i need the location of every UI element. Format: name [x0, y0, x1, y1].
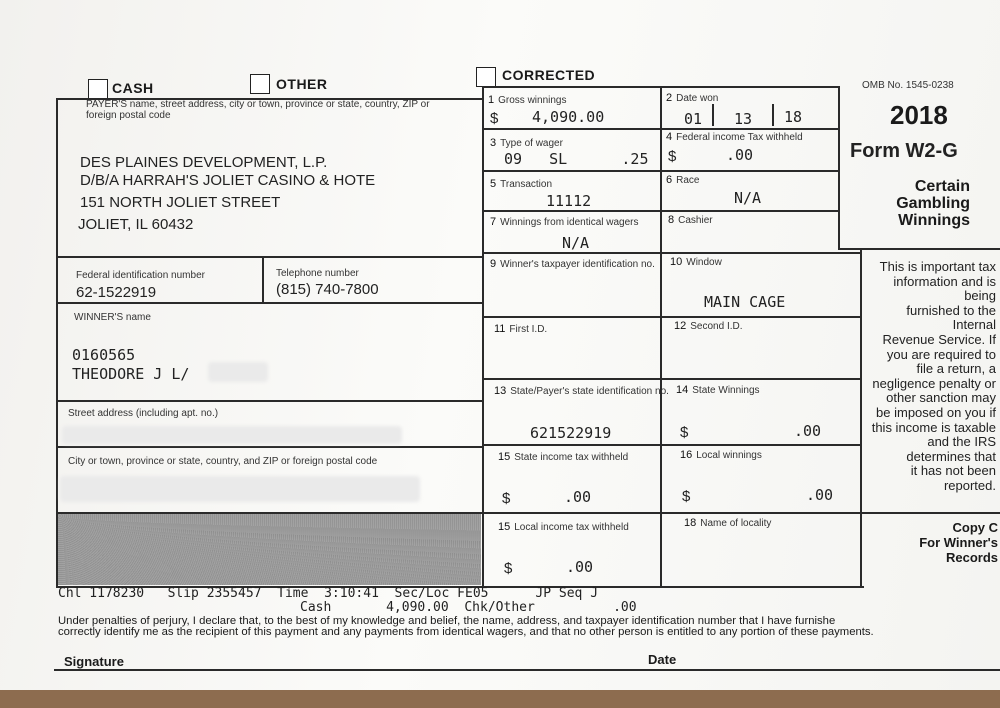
box16-currency: $	[682, 488, 691, 505]
tax-notice	[846, 260, 996, 494]
box11-label	[494, 323, 547, 335]
form-title-line2: Gambling	[896, 195, 970, 212]
box10-value: MAIN CAGE	[704, 293, 786, 311]
tax-notice-line: and the IRS	[927, 434, 996, 450]
box9-label	[490, 258, 655, 270]
box4-num: 4	[666, 131, 673, 143]
payer-label-line2: foreign postal code	[86, 110, 171, 121]
box14-currency: $	[680, 424, 689, 441]
fed-id-label: Federal identification number	[76, 270, 205, 281]
winner-name: THEODORE J L/	[72, 365, 190, 383]
box1-currency: $	[490, 110, 499, 127]
street-redaction	[62, 426, 402, 444]
tax-notice-line: furnished to the	[906, 302, 996, 318]
box12-label-text: Second I.D.	[690, 321, 743, 332]
perjury-statement	[58, 616, 998, 638]
corrected-checkbox[interactable]	[476, 67, 496, 87]
box14-label	[676, 384, 760, 396]
tax-notice-line: Internal	[952, 317, 996, 333]
box6-label-text: Race	[676, 175, 700, 186]
tax-notice-line: information and is	[893, 273, 996, 289]
cash-label: CASH	[112, 80, 154, 96]
box2-num: 2	[666, 92, 673, 104]
box2-month: 01	[684, 110, 703, 128]
shaded-box	[58, 514, 481, 585]
box2-label	[666, 92, 718, 104]
winner-id: 0160565	[72, 346, 136, 364]
box3-value: 09 SL .25	[504, 150, 649, 168]
tax-notice-line: Revenue Service. If	[882, 331, 996, 347]
tax-notice-line: this income is taxable	[871, 419, 996, 435]
date-label: Date	[648, 652, 677, 667]
form-title	[860, 178, 970, 229]
tax-notice-line: determines that	[906, 448, 996, 464]
box12-label	[674, 320, 743, 332]
box15-state-num: 15	[498, 451, 511, 463]
box13-label	[494, 385, 669, 397]
payer-dba: D/B/A HARRAH'S JOLIET CASINO & HOTE	[80, 172, 376, 189]
tax-notice-line: file a return, a	[916, 361, 996, 377]
payer-label-line1: PAYER'S name, street address, city or town, province or state, country, ZIP or	[86, 99, 430, 110]
box16-value: .00	[806, 486, 834, 504]
copy-line1: Copy C	[952, 520, 998, 535]
box3-label	[490, 137, 563, 149]
tax-notice-line: negligence penalty or	[872, 375, 996, 391]
slip-line2: Cash 4,090.00 Chk/Other .00	[300, 600, 637, 615]
box10-num: 10	[670, 256, 683, 268]
tax-notice-line: reported.	[943, 477, 996, 493]
copy-designation	[880, 520, 998, 565]
box18-label	[684, 517, 771, 529]
box18-num: 18	[684, 517, 697, 529]
box15-state-label-text: State income tax withheld	[514, 452, 629, 463]
tax-notice-line: you are required to	[886, 346, 996, 362]
box6-num: 6	[666, 174, 673, 186]
box3-num: 3	[490, 137, 497, 149]
box3-label-text: Type of wager	[500, 138, 563, 149]
cash-checkbox[interactable]	[88, 79, 108, 99]
box2-day: 13	[734, 110, 753, 128]
box14-num: 14	[676, 384, 689, 396]
box13-num: 13	[494, 385, 507, 397]
box9-num: 9	[490, 258, 497, 270]
form-title-line3: Winnings	[898, 212, 970, 229]
box8-label-text: Cashier	[678, 215, 713, 226]
box13-label-text: State/Payer's state identification no.	[510, 386, 669, 397]
copy-line2: For Winner's	[919, 535, 998, 550]
box4-label-text: Federal income Tax withheld	[676, 132, 803, 143]
payer-label	[86, 99, 430, 121]
box13-value: 621522919	[530, 424, 612, 442]
payer-name: DES PLAINES DEVELOPMENT, L.P.	[80, 154, 328, 171]
city-label: City or town, province or state, country, and ZIP or foreign postal code	[68, 456, 378, 467]
box16-label-text: Local winnings	[696, 450, 762, 461]
box18-label-text: Name of locality	[700, 518, 772, 529]
perjury-line2: correctly identify me as the recipient of this payment and any payments from identical wagers, and that no other person is entitled to any portion of these payments.	[58, 626, 874, 638]
box15-local-value: .00	[566, 558, 594, 576]
signature-line[interactable]	[54, 669, 1000, 671]
winner-label: WINNER'S name	[74, 312, 151, 323]
box7-label-text: Winnings from identical wagers	[500, 217, 639, 228]
box5-value: 11112	[546, 192, 592, 210]
box1-label	[488, 94, 566, 106]
box5-label	[490, 178, 552, 190]
box15-state-label	[498, 451, 628, 463]
tax-year: 2018	[890, 100, 948, 130]
slip-line1: Chl 1178230 Slip 2355457 Time 3:10:41 Sec/Loc FE05 JP Seq J	[58, 586, 599, 601]
box10-label	[670, 256, 722, 268]
tax-notice-line: This is important tax	[879, 259, 996, 274]
other-checkbox[interactable]	[250, 74, 270, 94]
box5-num: 5	[490, 178, 497, 190]
box16-label	[680, 449, 762, 461]
copy-line3: Records	[945, 550, 998, 565]
box4-label	[666, 131, 803, 143]
box11-num: 11	[494, 323, 506, 335]
form-title-line1: Certain	[914, 178, 970, 195]
signature-label: Signature	[64, 654, 124, 669]
box11-label-text: First I.D.	[509, 324, 548, 335]
box2-year: 18	[784, 108, 803, 126]
phone-value: (815) 740-7800	[276, 281, 379, 298]
box15-state-value: .00	[564, 488, 592, 506]
perjury-line1: Under penalties of perjury, I declare that, to the best of my knowledge and belief, the name, address, and taxpayer identification number that I have furnishe	[58, 616, 836, 627]
box9-label-text: Winner's taxpayer identification no.	[500, 259, 655, 270]
other-label: OTHER	[276, 76, 328, 92]
box1-value: 4,090.00	[532, 108, 605, 126]
corrected-label: CORRECTED	[502, 67, 596, 83]
city-redaction	[60, 476, 420, 502]
payer-city: JOLIET, IL 60432	[78, 216, 194, 233]
box4-value: .00	[726, 146, 754, 164]
box12-num: 12	[674, 320, 687, 332]
box16-num: 16	[680, 449, 693, 461]
box6-value: N/A	[734, 189, 762, 207]
box1-num: 1	[488, 94, 495, 106]
box7-label	[490, 216, 639, 228]
box14-label-text: State Winnings	[692, 385, 760, 396]
payer-street: 151 NORTH JOLIET STREET	[80, 194, 281, 211]
box10-label-text: Window	[686, 257, 722, 268]
tax-notice-line: it has not been	[910, 463, 996, 479]
winner-name-redaction	[208, 362, 268, 382]
box6-label	[666, 174, 699, 186]
box2-label-text: Date won	[676, 93, 719, 104]
street-label: Street address (including apt. no.)	[68, 408, 219, 419]
fed-id-value: 62-1522919	[76, 284, 157, 301]
box15-local-label-text: Local income tax withheld	[514, 522, 629, 533]
form-name: Form W2-G	[850, 140, 958, 162]
box8-num: 8	[668, 214, 675, 226]
box7-value: N/A	[562, 234, 590, 252]
box15-state-currency: $	[502, 490, 511, 507]
box4-currency: $	[668, 148, 677, 165]
box5-label-text: Transaction	[500, 179, 552, 190]
box8-label	[668, 214, 713, 226]
table-surface	[0, 690, 1000, 708]
box14-value: .00	[794, 422, 822, 440]
omb-number: OMB No. 1545-0238	[862, 80, 954, 91]
box15-local-label	[498, 521, 629, 533]
box1-label-text: Gross winnings	[498, 95, 567, 106]
tax-notice-line: other sanction may	[886, 390, 996, 406]
tax-notice-line: being	[964, 288, 996, 304]
tax-notice-line: be imposed on you if	[876, 404, 996, 420]
box15-local-num: 15	[498, 521, 511, 533]
box7-num: 7	[490, 216, 497, 228]
phone-label: Telephone number	[276, 268, 359, 279]
box15-local-currency: $	[504, 560, 513, 577]
